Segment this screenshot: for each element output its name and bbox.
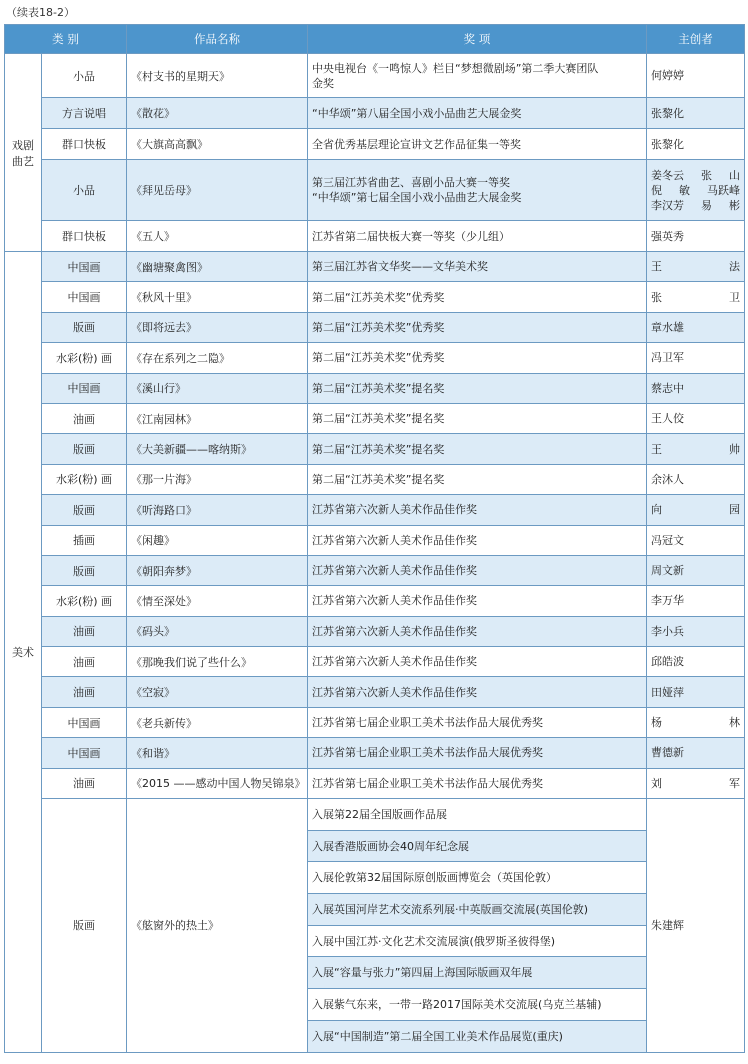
- author-cell-line: 冯冠文: [651, 533, 684, 547]
- author-name: 园: [729, 503, 740, 517]
- subcategory-cell: 小品: [42, 160, 127, 221]
- work-title-cell: 《那一片海》: [127, 464, 308, 494]
- subcategory-cell: 水彩(粉) 画: [42, 586, 127, 616]
- author-cell-line: [651, 442, 740, 457]
- award-cell: 入展第22届全国版画作品展: [308, 799, 647, 831]
- award-cell-line: “中华颂”第七届全国小戏小品曲艺大展金奖: [312, 191, 522, 204]
- author-cell: [647, 525, 745, 555]
- award-cell: [308, 54, 647, 98]
- subcategory-cell: 版画: [42, 555, 127, 585]
- award-cell-line: 金奖: [312, 76, 334, 90]
- work-title-cell: 《大美新疆——喀纳斯》: [127, 434, 308, 464]
- author-cell: [647, 555, 745, 585]
- author-cell-line: 冯卫军: [651, 351, 684, 365]
- table-row: [5, 343, 745, 373]
- award-cell: [308, 98, 647, 129]
- table-row: [5, 495, 745, 525]
- work-title-cell: 《和谐》: [127, 738, 308, 768]
- table-row: [5, 525, 745, 555]
- work-title-cell: 《五人》: [127, 221, 308, 252]
- author-cell: [647, 768, 745, 798]
- subcategory-cell: 版画: [42, 495, 127, 525]
- table-row: [5, 129, 745, 160]
- award-cell: [308, 403, 647, 433]
- author-name: 张: [651, 290, 662, 304]
- table-caption: （续表18-2）: [6, 6, 75, 19]
- award-cell: [308, 221, 647, 252]
- award-cell-line: 第二届“江苏美术奖”优秀奖: [312, 320, 445, 334]
- author-name: 向: [651, 503, 662, 517]
- award-cell: [308, 282, 647, 312]
- table-row: [5, 312, 745, 342]
- subcategory-cell: 中国画: [42, 707, 127, 737]
- award-cell-line: 江苏省第六次新人美术作品佳作奖: [312, 503, 477, 517]
- subcategory-cell: 群口快板: [42, 129, 127, 160]
- award-cell: [308, 129, 647, 160]
- table-row: [5, 434, 745, 464]
- work-title-cell: 《大旗高高飘》: [127, 129, 308, 160]
- subcategory-cell: 油画: [42, 677, 127, 707]
- work-title-cell: 《舷窗外的热土》: [127, 799, 308, 1053]
- header-category: 类 别: [5, 25, 127, 54]
- table-row: [5, 647, 745, 677]
- subcategory-cell: 水彩(粉) 画: [42, 464, 127, 494]
- award-cell-line: 江苏省第六次新人美术作品佳作奖: [312, 655, 477, 669]
- author-name: 王: [651, 260, 662, 274]
- table-row: [5, 768, 745, 798]
- award-cell-line: 第二届“江苏美术奖”优秀奖: [312, 351, 445, 365]
- author-name: 彬: [729, 198, 740, 212]
- author-cell: [647, 221, 745, 252]
- author-name: 军: [729, 776, 740, 790]
- award-cell-line: “中华颂”第八届全国小戏小品曲艺大展金奖: [312, 106, 522, 120]
- award-cell: [308, 343, 647, 373]
- award-cell: [308, 616, 647, 646]
- table-row: [5, 403, 745, 433]
- award-cell: 入展中国江苏·文化艺术交流展演(俄罗斯圣彼得堡): [308, 925, 647, 957]
- author-cell-line: 强英秀: [651, 229, 684, 243]
- awards-table: [4, 24, 745, 1053]
- author-cell-line: 周文新: [651, 564, 684, 578]
- author-cell: [647, 282, 745, 312]
- work-title-cell: 《朝阳奔梦》: [127, 555, 308, 585]
- award-cell-line: 全省优秀基层理论宣讲文艺作品征集一等奖: [312, 137, 521, 151]
- author-name: 姜冬云: [651, 168, 684, 182]
- author-cell-line: [651, 168, 740, 183]
- award-cell-line: 江苏省第七届企业职工美术书法作品大展优秀奖: [312, 746, 543, 760]
- author-cell-line: [651, 715, 740, 730]
- award-cell: [308, 373, 647, 403]
- award-cell: [308, 707, 647, 737]
- author-cell: [647, 495, 745, 525]
- award-cell-line: 第三届江苏省曲艺、喜剧小品大赛一等奖: [312, 176, 510, 189]
- award-cell-line: 第二届“江苏美术奖”提名奖: [312, 381, 445, 395]
- table-row: [5, 252, 745, 282]
- award-cell: 入展香港版画协会40周年纪念展: [308, 830, 647, 862]
- work-title-cell: 《码头》: [127, 616, 308, 646]
- author-cell: [647, 616, 745, 646]
- header-row: [5, 25, 745, 54]
- work-title-cell: 《老兵新传》: [127, 707, 308, 737]
- subcategory-cell: 方言说唱: [42, 98, 127, 129]
- subcategory-cell: 油画: [42, 768, 127, 798]
- author-name: 王: [651, 442, 662, 456]
- subcategory-cell: 版画: [42, 434, 127, 464]
- author-name: 倪: [651, 183, 662, 197]
- award-cell: [308, 647, 647, 677]
- author-cell: [647, 252, 745, 282]
- author-name: 刘: [651, 776, 662, 790]
- category-cell: 美术: [5, 252, 42, 1053]
- subcategory-cell: 油画: [42, 616, 127, 646]
- table-row: [5, 586, 745, 616]
- award-cell-line: 第二届“江苏美术奖”优秀奖: [312, 290, 445, 304]
- author-cell-line: 李万华: [651, 594, 684, 608]
- author-cell: [647, 160, 745, 221]
- table-row: [5, 98, 745, 129]
- table-row: [5, 799, 745, 831]
- work-title-cell: 《溪山行》: [127, 373, 308, 403]
- table-row: [5, 160, 745, 221]
- award-cell: [308, 495, 647, 525]
- award-cell-line: 江苏省第七届企业职工美术书法作品大展优秀奖: [312, 716, 543, 730]
- author-name: 张: [701, 168, 712, 182]
- work-title-cell: 《2015 ——感动中国人物吴锦泉》: [127, 768, 308, 798]
- subcategory-cell: 水彩(粉) 画: [42, 343, 127, 373]
- award-cell: [308, 525, 647, 555]
- author-cell-line: [651, 198, 740, 213]
- author-name: 杨: [651, 716, 662, 730]
- author-name: 山: [729, 168, 740, 182]
- table-row: [5, 373, 745, 403]
- subcategory-cell: 版画: [42, 799, 127, 1053]
- author-cell: [647, 647, 745, 677]
- author-name: 帅: [729, 442, 740, 456]
- award-cell: [308, 586, 647, 616]
- subcategory-cell: 中国画: [42, 282, 127, 312]
- award-cell-line: 江苏省第二届快板大赛一等奖（少儿组）: [312, 229, 510, 243]
- table-row: [5, 616, 745, 646]
- table-row: [5, 707, 745, 737]
- author-cell-line: 李小兵: [651, 624, 684, 638]
- award-cell-line: 第二届“江苏美术奖”提名奖: [312, 472, 445, 486]
- author-cell-line: 邱皓波: [651, 655, 684, 669]
- subcategory-cell: 油画: [42, 403, 127, 433]
- author-cell-line: 余沐人: [651, 472, 684, 486]
- author-cell-line: [651, 183, 740, 198]
- author-cell-line: 田娅萍: [651, 685, 684, 699]
- table-row: [5, 555, 745, 585]
- award-cell-line: 中央电视台《一鸣惊人》栏目“梦想微剧场”第二季大赛团队: [312, 61, 599, 75]
- author-cell-line: 王人佼: [651, 412, 684, 426]
- table-row: [5, 677, 745, 707]
- award-cell: [308, 768, 647, 798]
- award-cell: [308, 677, 647, 707]
- award-cell: 入展英国河岸艺术交流系列展·中英版画交流展(英国伦敦): [308, 894, 647, 926]
- work-title-cell: 《散花》: [127, 98, 308, 129]
- author-cell: 朱建辉: [647, 799, 745, 1053]
- work-title-cell: 《那晚我们说了些什么》: [127, 647, 308, 677]
- author-name: 卫: [729, 290, 740, 304]
- work-title-cell: 《空寂》: [127, 677, 308, 707]
- author-cell-line: [651, 259, 740, 274]
- author-cell: [647, 677, 745, 707]
- author-cell: [647, 707, 745, 737]
- author-name: 李汉芳: [651, 198, 684, 212]
- author-name: 易: [701, 198, 712, 212]
- table-row: [5, 221, 745, 252]
- award-cell-line: 江苏省第六次新人美术作品佳作奖: [312, 624, 477, 638]
- author-name: 法: [729, 260, 740, 274]
- award-cell: 入展伦敦第32届国际原创版画博览会（英国伦敦）: [308, 862, 647, 894]
- author-cell-line: 张黎化: [651, 106, 684, 120]
- subcategory-cell: 油画: [42, 647, 127, 677]
- author-cell: [647, 54, 745, 98]
- author-cell: [647, 464, 745, 494]
- header-work: 作品名称: [127, 25, 308, 54]
- award-cell: 入展紫气东来，一带一路2017国际美术交流展(乌克兰基辅): [308, 989, 647, 1021]
- award-cell: [308, 312, 647, 342]
- author-cell: [647, 129, 745, 160]
- award-cell-line: 江苏省第七届企业职工美术书法作品大展优秀奖: [312, 776, 543, 790]
- award-cell-line: 第二届“江苏美术奖”提名奖: [312, 442, 445, 456]
- author-cell: [647, 98, 745, 129]
- author-cell-line: [651, 776, 740, 791]
- work-title-cell: 《江南园林》: [127, 403, 308, 433]
- award-cell: [308, 160, 647, 221]
- work-title-cell: 《即将远去》: [127, 312, 308, 342]
- author-name: 马跃峰: [707, 183, 740, 197]
- header-award: 奖 项: [308, 25, 647, 54]
- subcategory-cell: 版画: [42, 312, 127, 342]
- author-cell-line: 张黎化: [651, 137, 684, 151]
- author-cell: [647, 434, 745, 464]
- header-author: 主创者: [647, 25, 745, 54]
- award-cell: [308, 738, 647, 768]
- author-name: 敏: [679, 183, 690, 197]
- award-cell: 入展“中国制造”第二届全国工业美术作品展览(重庆): [308, 1020, 647, 1052]
- author-name: 林: [729, 716, 740, 730]
- work-title-cell: 《村支书的星期天》: [127, 54, 308, 98]
- author-cell-line: 蔡志中: [651, 381, 684, 395]
- author-cell-line: [651, 502, 740, 517]
- work-title-cell: 《存在系列之二隐》: [127, 343, 308, 373]
- award-cell-line: 第二届“江苏美术奖”提名奖: [312, 412, 445, 426]
- award-cell-line: 江苏省第六次新人美术作品佳作奖: [312, 685, 477, 699]
- award-cell-line: 第三届江苏省文华奖——文华美术奖: [312, 260, 488, 274]
- author-cell-line: [651, 290, 740, 305]
- award-cell: 入展“容量与张力”第四届上海国际版画双年展: [308, 957, 647, 989]
- category-cell: 戏剧曲艺: [5, 54, 42, 252]
- subcategory-cell: 中国画: [42, 373, 127, 403]
- work-title-cell: 《秋风十里》: [127, 282, 308, 312]
- award-cell: [308, 464, 647, 494]
- work-title-cell: 《闲趣》: [127, 525, 308, 555]
- subcategory-cell: 插画: [42, 525, 127, 555]
- author-cell: [647, 343, 745, 373]
- award-cell: [308, 555, 647, 585]
- award-cell-line: 江苏省第六次新人美术作品佳作奖: [312, 533, 477, 547]
- author-cell: [647, 586, 745, 616]
- work-title-cell: 《情至深处》: [127, 586, 308, 616]
- table-body: [5, 54, 745, 1053]
- subcategory-cell: 中国画: [42, 738, 127, 768]
- author-cell: [647, 403, 745, 433]
- work-title-cell: 《听海路口》: [127, 495, 308, 525]
- author-cell: [647, 738, 745, 768]
- author-cell-line: 曹德新: [651, 746, 684, 760]
- author-cell-line: 何婷婷: [651, 69, 684, 82]
- author-cell: [647, 312, 745, 342]
- subcategory-cell: 小品: [42, 54, 127, 98]
- subcategory-cell: 群口快板: [42, 221, 127, 252]
- table-row: [5, 282, 745, 312]
- award-cell-line: 江苏省第六次新人美术作品佳作奖: [312, 564, 477, 578]
- table-row: [5, 54, 745, 98]
- author-cell: [647, 373, 745, 403]
- table-row: [5, 738, 745, 768]
- award-cell: [308, 434, 647, 464]
- work-title-cell: 《拜见岳母》: [127, 160, 308, 221]
- author-cell-line: 章水雄: [651, 320, 684, 334]
- award-cell: [308, 252, 647, 282]
- table-row: [5, 464, 745, 494]
- award-cell-line: 江苏省第六次新人美术作品佳作奖: [312, 594, 477, 608]
- subcategory-cell: 中国画: [42, 252, 127, 282]
- work-title-cell: 《幽塘聚禽图》: [127, 252, 308, 282]
